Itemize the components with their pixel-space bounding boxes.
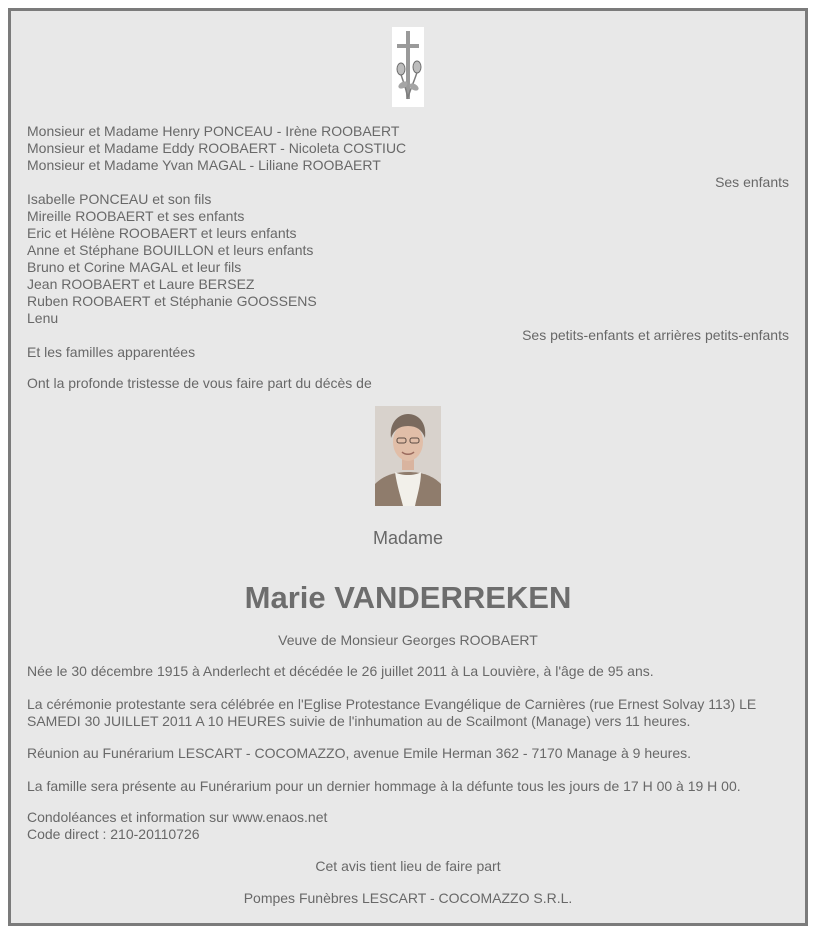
birth-death [27,663,789,680]
ceremony-info [27,696,789,730]
funeral-home-line: Pompes Funèbres LESCART - COCOMAZZO S.R.L. [243,890,573,906]
deceased-title: Madame [372,528,444,548]
grandchildren-list [27,191,789,361]
birth-death-line: Née le 30 décembre 1915 à Anderlecht et décédée le 26 juillet 2011 à La Louvière, à l'âge de 95 ans. [27,663,654,679]
portrait-drawing [375,406,441,506]
presence-line: La famille sera présente au Funérarium pour un dernier hommage à la défunte tous les jours de 17 H 00 à 19 H 00. [27,778,741,794]
portrait-photo [375,406,441,506]
family-line: Monsieur et Madame Yvan MAGAL - Liliane ROOBAERT [27,157,381,173]
family-line: Anne et Stéphane BOUILLON et leurs enfants [27,242,314,258]
family-line: Monsieur et Madame Eddy ROOBAERT - Nicoleta COSTIUC [27,140,407,156]
family-line: Mireille ROOBAERT et ses enfants [27,208,245,224]
family-line: Monsieur et Madame Henry PONCEAU - Irène ROOBAERT [27,123,400,139]
condolences-info [27,809,789,843]
family-line: Bruno et Corine MAGAL et leur fils [27,259,242,275]
presence-info [27,778,789,795]
deceased-name: Marie VANDERREKEN [244,580,572,615]
code-direct-line: Code direct : 210-20110726 [27,826,200,842]
family-line: Ruben ROOBAERT et Stéphanie GOOSSENS [27,293,317,309]
children-label: Ses enfants [715,174,789,190]
widow-of [27,632,789,649]
notice-line: Cet avis tient lieu de faire part [315,858,501,874]
announcement-text [27,375,789,392]
widow-of-line: Veuve de Monsieur Georges ROOBAERT [278,632,538,648]
cross-with-lily-icon [392,27,424,107]
family-line: Jean ROOBAERT et Laure BERSEZ [27,276,255,292]
children-list [27,123,789,191]
ceremony-line: La cérémonie protestante sera célébrée en l'Eglise Protestance Evangélique de Carnières (rue Ernest Solvay 113) LE [27,696,757,712]
meeting-line: Réunion au Funérarium LESCART - COCOMAZZO, avenue Emile Herman 362 - 7170 Manage à 9 heures. [27,745,692,761]
obituary-card [8,8,808,926]
funeral-home [27,890,789,907]
cross-drawing [392,27,424,107]
condolences-line: Condoléances et information sur www.enaos.net [27,809,328,825]
announcement-line: Ont la profonde tristesse de vous faire part du décès de [27,375,372,391]
family-line: Eric et Hélène ROOBAERT et leurs enfants [27,225,297,241]
meeting-info [27,745,789,762]
grandchildren-label: Ses petits-enfants et arrières petits-enfants [522,327,789,343]
ceremony-line: SAMEDI 30 JUILLET 2011 A 10 HEURES suivie de l'inhumation au de Scailmont (Manage) vers 11 heures. [27,713,691,729]
related-families: Et les familles apparentées [27,344,196,360]
notice [27,858,789,875]
family-line: Isabelle PONCEAU et son fils [27,191,212,207]
family-line: Lenu [27,310,59,326]
